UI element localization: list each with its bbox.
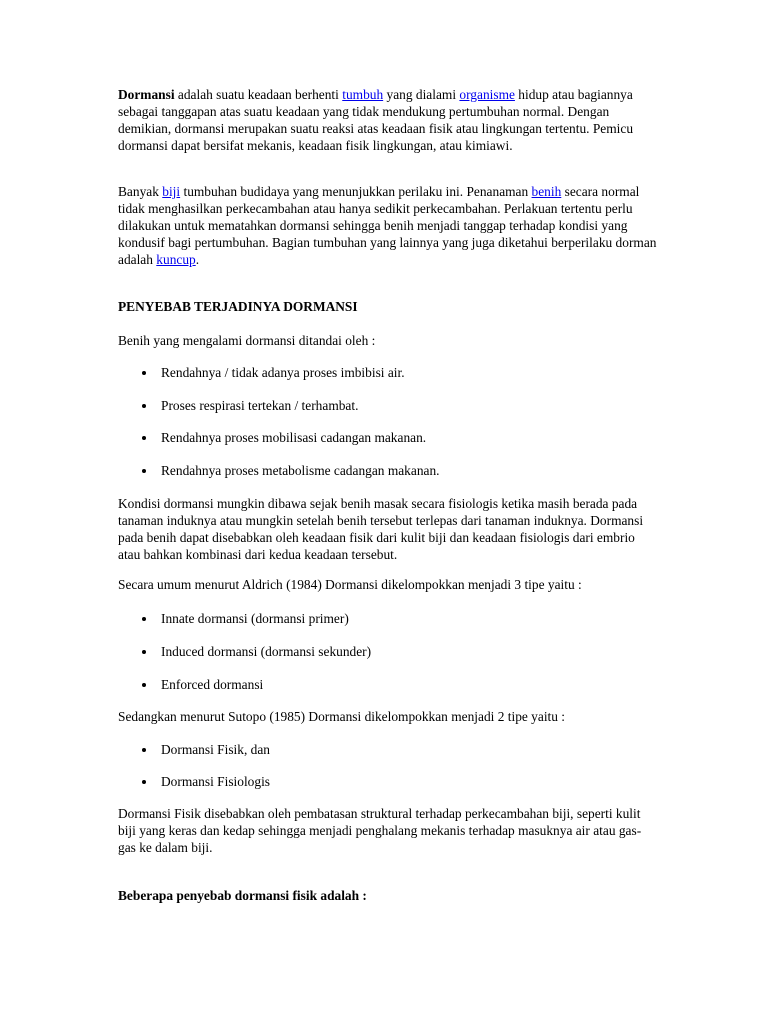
paragraph-seeds bbox=[118, 183, 658, 268]
text-span: . bbox=[195, 252, 200, 267]
text-span: tumbuhan budidaya yang menunjukkan perilaku ini. Penanaman bbox=[180, 184, 532, 199]
list-item: Dormansi Fisiologis bbox=[161, 773, 641, 790]
text-span: hidup atau bagiannya sebagai tanggapan atas suatu keadaan yang tidak mendukung pertumbuhan normal. Dengan demikian, dormansi merupakan suatu reaksi atas keadaan fisik atau lingkungan tertentu. Pemicu dormansi dapat bersifat mekanis, keadaan fisik lingkungan, atau kimiawi. bbox=[118, 87, 634, 153]
paragraph-aldrich: Secara umum menurut Aldrich (1984) Dormansi dikelompokkan menjadi 3 tipe yaitu : bbox=[118, 577, 582, 592]
list-item: Rendahnya proses mobilisasi cadangan makanan. bbox=[161, 429, 641, 446]
list-item: Rendahnya / tidak adanya proses imbibisi air. bbox=[161, 364, 641, 381]
link-tumbuh[interactable]: tumbuh bbox=[342, 87, 384, 102]
text-span: adalah suatu keadaan berhenti bbox=[174, 87, 343, 102]
list-item: Rendahnya proses metabolisme cadangan makanan. bbox=[161, 462, 641, 479]
list-item: Dormansi Fisik, dan bbox=[161, 741, 641, 758]
list-item: Enforced dormansi bbox=[161, 676, 641, 693]
text-span: secara normal tidak menghasilkan perkecambahan atau hanya sedikit perkecambahan. Perlakuan tertentu perlu dilakukan untuk mematahkan dormansi sehingga benih menjadi tanggap terhadap kondisi yang kondusif bagi pertumbuhan. Bagian tumbuhan yang lainnya yang juga diketahui berperilaku dorman adalah bbox=[118, 184, 657, 267]
paragraph-dormansi-fisik: Dormansi Fisik disebabkan oleh pembatasan struktural terhadap perkecambahan biji, seperti kulit biji yang keras dan kedap sehingga menjadi penghalang mekanis terhadap masuknya air atau gas-gas ke dalam biji. bbox=[118, 806, 642, 855]
text-span: Banyak bbox=[118, 184, 163, 199]
paragraph-kondisi: Kondisi dormansi mungkin dibawa sejak benih masak secara fisiologis ketika masih berada pada tanaman induknya atau mungkin setelah benih tersebut terlepas dari tanaman induknya. Dormansi pada benih dapat disebabkan oleh keadaan fisik dari kulit biji dan keadaan fisiologis dari embrio atau bahkan kombinasi dari kedua keadaan tersebut. bbox=[118, 496, 644, 562]
paragraph-sutopo: Sedangkan menurut Sutopo (1985) Dormansi dikelompokkan menjadi 2 tipe yaitu : bbox=[118, 709, 566, 724]
heading-penyebab: PENYEBAB TERJADINYA DORMANSI bbox=[118, 299, 358, 314]
link-biji[interactable]: biji bbox=[162, 184, 181, 199]
heading-penyebab-fisik: Beberapa penyebab dormansi fisik adalah : bbox=[118, 888, 367, 903]
link-organisme[interactable]: organisme bbox=[459, 87, 515, 102]
text-span: yang dialami bbox=[383, 87, 460, 102]
link-kuncup[interactable]: kuncup bbox=[156, 252, 196, 267]
list-item: Proses respirasi tertekan / terhambat. bbox=[161, 397, 641, 414]
paragraph-definition bbox=[118, 86, 658, 154]
list-item: Induced dormansi (dormansi sekunder) bbox=[161, 643, 641, 660]
term-dormansi: Dormansi bbox=[118, 87, 175, 102]
link-benih[interactable]: benih bbox=[531, 184, 562, 199]
paragraph-ditandai: Benih yang mengalami dormansi ditandai oleh : bbox=[118, 333, 376, 348]
list-item: Innate dormansi (dormansi primer) bbox=[161, 610, 641, 627]
